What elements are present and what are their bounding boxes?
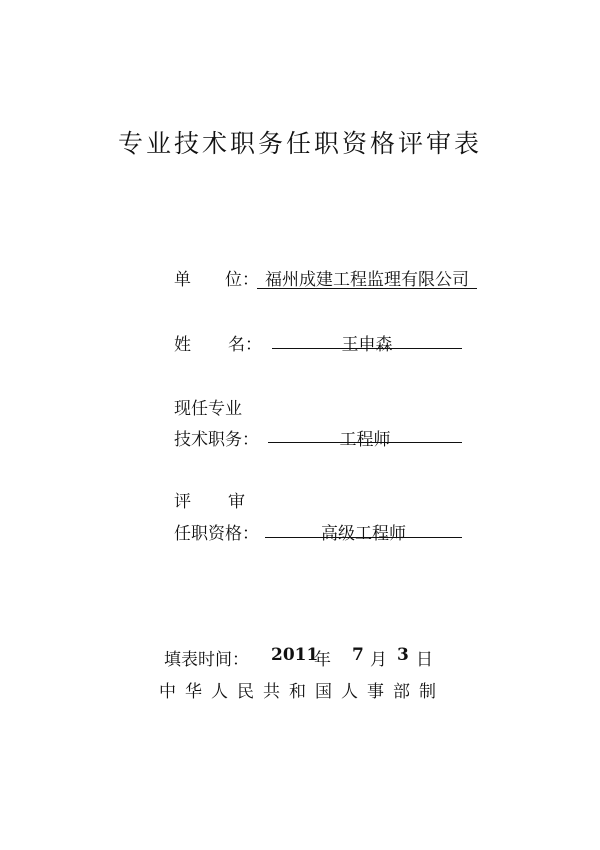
qualification-underline xyxy=(265,536,462,538)
fill-date-month-unit: 月 xyxy=(370,650,387,670)
unit-underline xyxy=(257,287,477,289)
qualification-label-first-char: 评 xyxy=(174,492,191,512)
name-underline xyxy=(272,347,462,349)
qualification-value: 高级工程师 xyxy=(321,524,406,544)
issuer-line: 中华人民共和国人事部制 xyxy=(159,682,445,702)
unit-label-first-char: 单 xyxy=(174,270,191,290)
position-label-line1: 现任专业 xyxy=(174,399,242,419)
fill-date-year: 2011 xyxy=(271,645,319,665)
name-label-second-char: 名： xyxy=(228,335,262,355)
position-value: 工程师 xyxy=(339,430,391,450)
unit-label-second-char: 位： xyxy=(225,270,259,290)
form-title: 专业技术职务任职资格评审表 xyxy=(117,129,482,158)
name-label-first-char: 姓 xyxy=(174,335,191,355)
qualification-label-second-char: 审 xyxy=(228,492,245,512)
position-label-line2: 技术职务： xyxy=(174,430,259,450)
fill-date-year-unit: 年 xyxy=(314,650,331,670)
fill-date-day-unit: 日 xyxy=(416,650,433,670)
fill-date-label: 填表时间： xyxy=(164,650,249,670)
qualification-label-line2: 任职资格： xyxy=(174,524,259,544)
name-value: 王申森 xyxy=(341,335,393,355)
unit-value: 福州成建工程监理有限公司 xyxy=(265,270,469,290)
position-underline xyxy=(268,441,462,443)
fill-date-month: 7 xyxy=(352,645,364,665)
fill-date-day: 3 xyxy=(397,645,409,665)
